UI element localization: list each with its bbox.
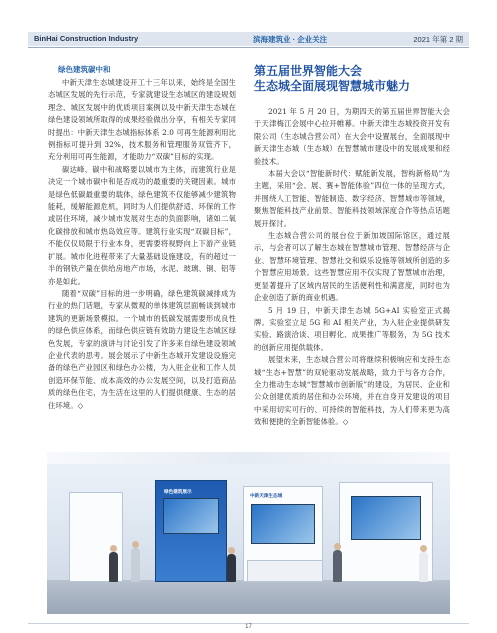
left-paragraph-3: 随着“双碳”目标的进一步明确，绿色建筑碳减排成为行业的热门话题，专家从微观的单体建筑层面畅谈到城市建筑的更新场景模拟。一个城市的低碳发展需要形成良性的绿色供应体系，而绿色供应链有效助力建设生态城区绿色发展，专家的演讲与讨论引发了许多来自绿色建设领域企业代表的思考。展会展示了中新生态城开发建设设施完备的绿色产业园区和绿色办公楼，为入驻企业和工作人员创造环保节能、成本高效的办公发展空间，以及打造商品质的绿色住宅，为生活在这里的人们提供健康、生态的居住环境。◇ [48, 288, 236, 410]
visitor-figure-1 [109, 552, 118, 582]
header-bar [28, 32, 469, 46]
visitor-figure-2 [131, 548, 140, 582]
visitor-figure-4 [333, 550, 342, 582]
right-paragraph-2: 本届大会以“智能新时代：赋能新发展，智构新格局”为主题，采用“会、展、赛+智能体验”四位一体的呈现方式，并围绕人工智能、智能制造、数字经济、智慧城市等领域，聚焦智能科技产业前景、智能科技领域深度合作等热点话题展开探讨。 [254, 169, 450, 228]
right-paragraph-1: 2021 年 5 月 20 日，为期四天的第五届世界智能大会于天津梅江会展中心拉开帷幕。中新天津生态城投资开发有限公司（生态城合营公司）在大会中设置展台，全面展现中新天津生态城（生态城）在智慧城市建设中的发展成果和经验技术。 [254, 107, 450, 166]
booth-counter [247, 560, 323, 582]
article-title [254, 64, 450, 94]
right-paragraph-5: 展望未来，生态城合营公司将继续积极响应和支持生态城“生态+智慧”的双轮驱动发展战略，致力于与各方合作，全力推动生态城“智慧城市创新版”的建设，为居民、企业和公众创建优质的居住和办公环境，并在自身开发建设的项目中采用切实可行的、可持续的智能科技，为人们带来更为高效和便捷的全新智能体验。◇ [254, 355, 450, 427]
booth-panel-label: 绿色建筑展示 [164, 490, 192, 495]
section-heading: 绿色建筑碳中和 [58, 65, 111, 74]
visitor-figure-5 [419, 552, 428, 582]
issue-label: 2021 年第 2 期 [413, 35, 463, 44]
right-column [254, 64, 450, 429]
photo-ceiling [47, 452, 450, 464]
page-number: 17 [245, 624, 252, 630]
exhibition-photo [47, 452, 450, 614]
left-column [48, 64, 236, 412]
right-paragraph-4: 5 月 19 日，中新天津生态城 5G+AI 实验室正式揭牌。实验室立足 5G 和 AI 相关产业，为入驻企业提供研发实验、路演洽谈、项目孵化、成果推广等服务，为 5G 技术的创新应用提供载体。 [254, 305, 450, 352]
photo-floor [47, 580, 450, 614]
article-title-line-2: 生态城全面展现智慧城市魅力 [254, 79, 411, 93]
left-paragraph-1: 中新天津生态城建设开工十三年以来，始终是全国生态城区发展的先行示范，专家就建设生态城区的建设规划理念、城区发展中的优质项目案例以及中新天津生态城在绿色建设领域所取得的成果经验做出分享，有相关专家同时提出：中新天津生态城指标体系 2.0 可再生能源利用比例指标可提升到 32%，技术服务和管理服务双管齐下，充分利用可再生能源，才能助力“双碳”目标的实现。 [48, 78, 236, 162]
section-title: 滨海建筑业 · 企业关注 [253, 35, 328, 44]
booth-panel-label-2: 中新天津生态城 [250, 494, 283, 499]
left-paragraph-2: 碳达峰、碳中和战略要以城市为主体，而建筑行业是决定一个城市碳中和是否成功的最重要的关键因素。城市是绿色低碳最重要的载体，绿色建筑不仅能够减少建筑物能耗，缓解能源危机，同时为人们提供舒适、环保的工作或居住环境，减少城市发展对生态的负面影响，诸如二氧化碳排放和城市热岛效应等。建筑行业实现“双碳目标”，不能仅仅局限于行业本身，更需要将视野向上下游产业链扩展。城市化进程带来了大量基础设施建设，有的超过一半的钢铁产量在供给房地产市场，水泥、玻璃、铜、铝等亦是如此。 [48, 164, 236, 286]
header-divider [28, 47, 469, 48]
magazine-name-en: BinHai Construction Industry [34, 34, 139, 43]
display-screen-1 [163, 498, 219, 534]
visitor-figure-3 [227, 554, 236, 582]
right-paragraph-3: 生态城合营公司的展台位于新加坡国际馆区，通过展示，与会者可以了解生态城在智慧城市管理、智慧经济与企业、智慧环境管理、智慧社交和娱乐设施等领域所创造的多个智慧应用场景。这些智慧应用不仅实现了智慧城市治理，更显著提升了区域内居民的生活便利性和满意度，同时也为企业创造了新的商业机遇。 [254, 231, 450, 303]
display-screen-2 [251, 504, 315, 544]
article-title-line-1: 第五届世界智能大会 [254, 64, 363, 78]
display-screen-3 [351, 496, 421, 540]
